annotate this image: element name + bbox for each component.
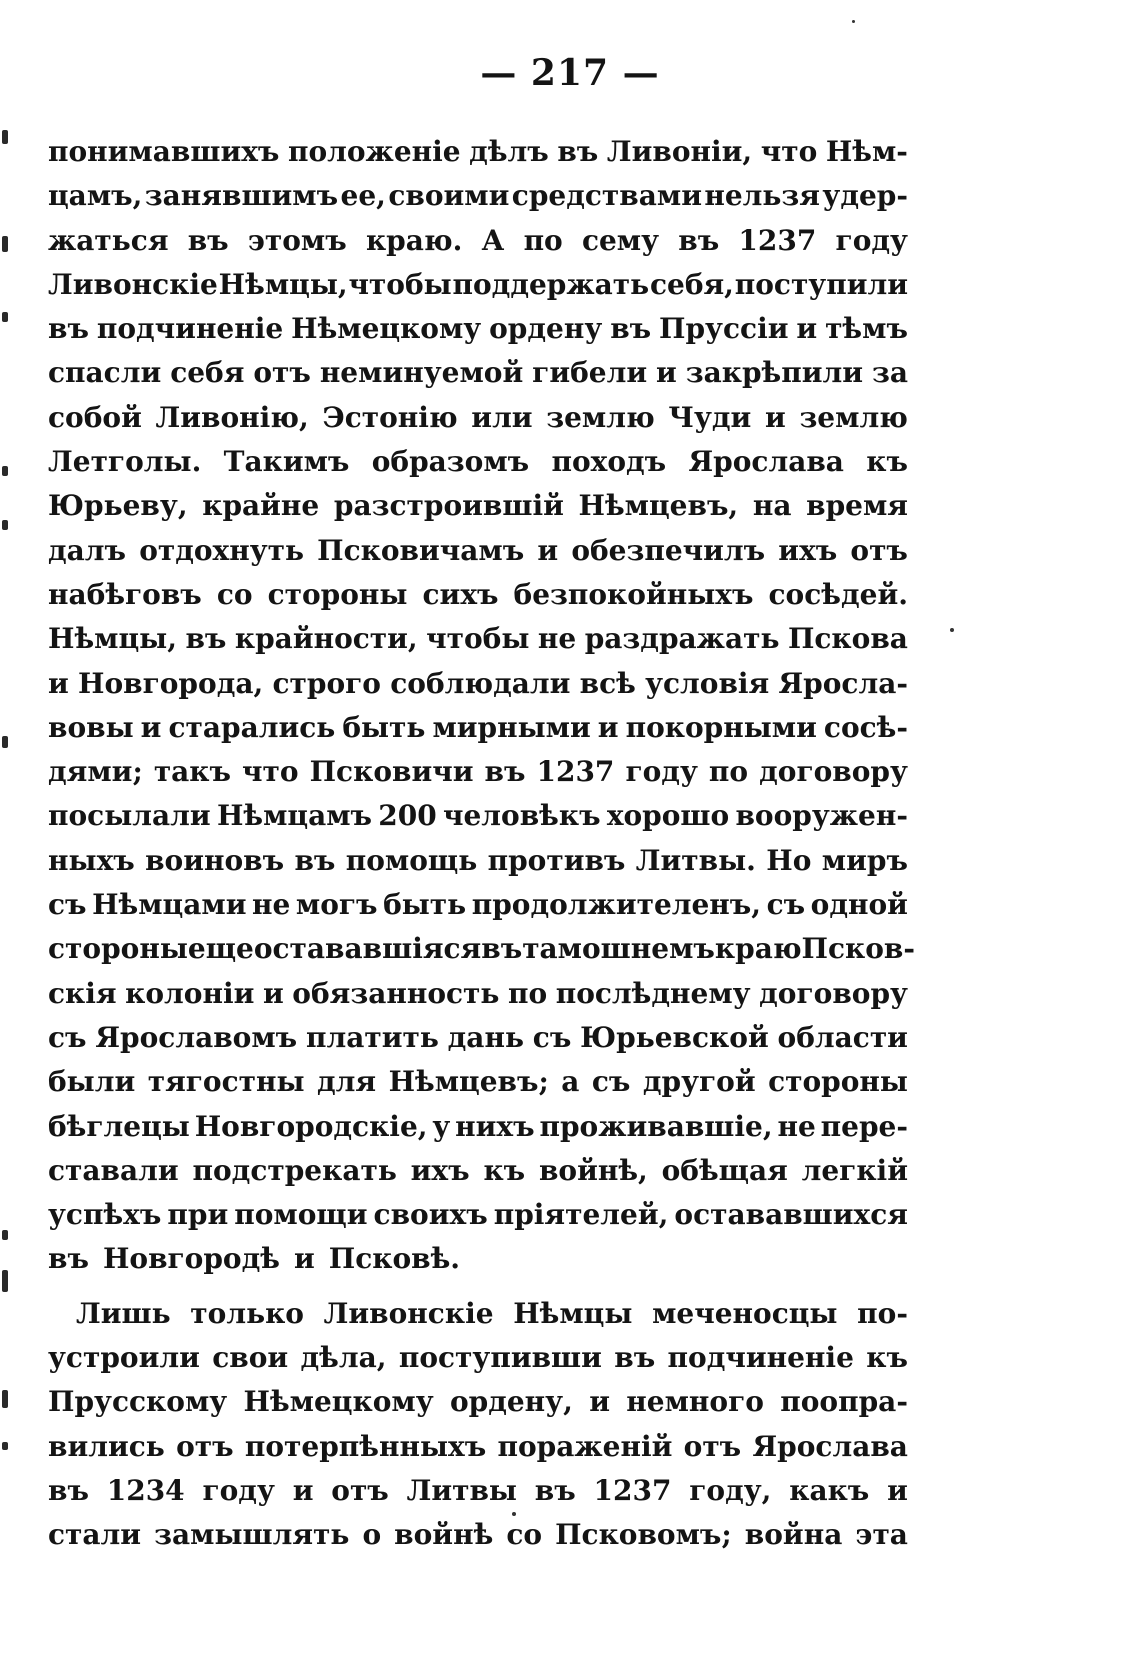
word: бѣглецы bbox=[48, 1109, 190, 1143]
word: и bbox=[597, 710, 619, 744]
word: отдохнуть bbox=[139, 533, 305, 567]
word: 1237 bbox=[536, 755, 615, 789]
word: тягостны bbox=[147, 1065, 305, 1099]
word: со bbox=[216, 577, 253, 611]
word: остававшiяся bbox=[253, 932, 482, 966]
word: съ bbox=[766, 888, 806, 922]
word: Эстонiю bbox=[322, 400, 458, 434]
margin-mark bbox=[2, 466, 8, 476]
word: жаться bbox=[48, 223, 169, 257]
word: въ bbox=[484, 755, 526, 789]
word: легкiй bbox=[801, 1153, 908, 1187]
text-line bbox=[48, 1016, 908, 1060]
word: и bbox=[796, 312, 818, 346]
word: человѣкъ bbox=[442, 799, 601, 833]
word: на bbox=[752, 489, 792, 523]
text-line bbox=[48, 1469, 908, 1513]
word: вооружен- bbox=[735, 799, 908, 833]
word: а bbox=[561, 1065, 580, 1099]
word: Нѣмцы, bbox=[218, 267, 348, 301]
text-line bbox=[48, 1060, 908, 1104]
word: помощи bbox=[234, 1198, 368, 1232]
word: Литвы. bbox=[635, 843, 756, 877]
word: стороны bbox=[48, 932, 188, 966]
text-line bbox=[48, 1105, 908, 1149]
word: сихъ bbox=[422, 577, 499, 611]
word: и bbox=[589, 1385, 610, 1419]
text-line bbox=[48, 706, 908, 750]
word: обезпечилъ bbox=[571, 533, 766, 567]
word: поддержать bbox=[452, 267, 650, 301]
word: и bbox=[656, 356, 677, 390]
word: собой bbox=[48, 400, 142, 434]
word: съ bbox=[591, 1065, 631, 1099]
word: и bbox=[293, 1242, 315, 1276]
word: Пскова bbox=[787, 622, 908, 656]
word: Нѣмцевъ, bbox=[578, 489, 739, 523]
word: другой bbox=[642, 1065, 756, 1099]
word: году bbox=[835, 223, 908, 257]
word: продолжителенъ, bbox=[471, 888, 762, 922]
word: цамъ, bbox=[48, 179, 143, 213]
word: А bbox=[481, 223, 505, 257]
text-line bbox=[48, 1425, 908, 1469]
word: году bbox=[625, 755, 698, 789]
word: могъ bbox=[295, 888, 378, 922]
word: Новгородѣ bbox=[102, 1242, 280, 1276]
word: поступили bbox=[734, 267, 908, 301]
word: пораженiй bbox=[497, 1429, 673, 1463]
word: успѣхъ bbox=[48, 1198, 162, 1232]
text-line bbox=[48, 972, 908, 1016]
word: у bbox=[432, 1109, 451, 1143]
word: устроили bbox=[48, 1341, 200, 1375]
word: ихъ bbox=[410, 1153, 470, 1187]
word: пере- bbox=[820, 1109, 908, 1143]
word: крайности, bbox=[234, 622, 418, 656]
margin-mark bbox=[2, 1270, 8, 1292]
text-line bbox=[48, 794, 908, 838]
margin-mark bbox=[2, 312, 8, 322]
word: были bbox=[48, 1065, 136, 1099]
word: ордену, bbox=[449, 1385, 573, 1419]
word: Такимъ bbox=[223, 445, 350, 479]
word: дѣлъ bbox=[469, 135, 549, 168]
word: только bbox=[190, 1296, 304, 1330]
word: мирными bbox=[432, 710, 591, 744]
word: Псковомъ; bbox=[555, 1518, 732, 1552]
word: дѣла, bbox=[300, 1341, 387, 1375]
text-line bbox=[48, 1380, 908, 1424]
word: въ bbox=[187, 223, 229, 257]
word: Чуди bbox=[668, 400, 752, 434]
word: 1237 bbox=[738, 223, 817, 257]
text-line bbox=[48, 484, 908, 528]
word: въ bbox=[678, 223, 720, 257]
word: войнѣ bbox=[394, 1518, 494, 1552]
word: Ярослава bbox=[752, 1429, 908, 1463]
word: 200 bbox=[378, 799, 437, 833]
word: Псков- bbox=[801, 932, 916, 966]
print-speck bbox=[852, 20, 855, 23]
word: по- bbox=[857, 1296, 908, 1330]
text-line bbox=[48, 396, 908, 440]
word: миръ bbox=[821, 843, 908, 877]
word: и bbox=[887, 1473, 908, 1507]
word: дями; bbox=[48, 755, 143, 789]
word: быть bbox=[383, 888, 467, 922]
word: отъ bbox=[331, 1473, 389, 1507]
word: проживавшiе, bbox=[539, 1109, 773, 1143]
word: Новгорода, bbox=[78, 666, 264, 700]
word: въ bbox=[48, 312, 89, 346]
word: году bbox=[202, 1473, 275, 1507]
word: дань bbox=[447, 1020, 524, 1054]
word: еще bbox=[187, 932, 254, 966]
word: помощь bbox=[345, 843, 478, 877]
word: тамошнемъ bbox=[522, 932, 715, 966]
word: не bbox=[252, 888, 291, 922]
word: далъ bbox=[48, 533, 127, 567]
word: удер- bbox=[822, 179, 908, 213]
word: и bbox=[262, 976, 284, 1010]
word: покорными bbox=[625, 710, 817, 744]
word: землю bbox=[546, 400, 655, 434]
word: съ bbox=[48, 1020, 87, 1054]
word: Псковѣ. bbox=[328, 1242, 461, 1276]
word: Нѣмцамъ bbox=[216, 799, 373, 833]
text-line bbox=[48, 617, 908, 661]
margin-mark bbox=[2, 520, 8, 530]
word: набѣговъ bbox=[48, 577, 202, 611]
paragraph-break bbox=[48, 1282, 908, 1292]
word: походъ bbox=[551, 445, 667, 479]
word: эта bbox=[855, 1518, 908, 1552]
word: отъ bbox=[176, 1429, 234, 1463]
word: отъ bbox=[683, 1429, 742, 1463]
word: для bbox=[317, 1065, 377, 1099]
word: съ bbox=[532, 1020, 572, 1054]
word: меченосцы bbox=[652, 1296, 838, 1330]
word: договору bbox=[759, 755, 908, 789]
word: немного bbox=[626, 1385, 764, 1419]
text-line bbox=[48, 750, 908, 794]
word: и bbox=[764, 400, 786, 434]
word: войнѣ, bbox=[538, 1153, 648, 1187]
word: къ bbox=[866, 445, 908, 479]
word: понимавшихъ bbox=[48, 135, 280, 168]
word: со bbox=[506, 1518, 543, 1552]
word: чтобы bbox=[348, 267, 452, 301]
print-speck bbox=[512, 1512, 516, 1516]
word: сосѣ- bbox=[823, 710, 908, 744]
word: себя, bbox=[649, 267, 734, 301]
word: стали bbox=[48, 1518, 142, 1552]
word: и bbox=[537, 533, 559, 567]
word: въ bbox=[614, 1341, 656, 1375]
word: свои bbox=[212, 1341, 289, 1375]
word: Нѣмцевъ; bbox=[388, 1065, 549, 1099]
word: подчиненiе bbox=[96, 312, 284, 346]
word: Юрьеву, bbox=[48, 489, 188, 523]
word: какъ bbox=[789, 1473, 870, 1507]
word: прiятелей, bbox=[493, 1198, 669, 1232]
word: вились bbox=[48, 1429, 165, 1463]
text-line bbox=[48, 130, 908, 174]
word: въ bbox=[610, 312, 652, 346]
word: Нѣмцы, bbox=[48, 622, 177, 656]
word: строго bbox=[272, 666, 381, 700]
word: году, bbox=[689, 1473, 772, 1507]
word: Нѣмецкому bbox=[291, 312, 482, 346]
margin-mark bbox=[2, 1390, 8, 1408]
word: Ярославомъ bbox=[95, 1020, 298, 1054]
word: Ливонскiе bbox=[48, 267, 218, 301]
word: условiя bbox=[645, 666, 770, 700]
body-text bbox=[48, 130, 916, 1558]
word: тѣмъ bbox=[825, 312, 908, 346]
word: безпокойныхъ bbox=[513, 577, 754, 611]
word: своими bbox=[388, 179, 510, 213]
word: стороны bbox=[267, 577, 408, 611]
word: замышлять bbox=[154, 1518, 350, 1552]
word: 1234 bbox=[106, 1473, 185, 1507]
text-line bbox=[48, 839, 908, 883]
word: противъ bbox=[487, 843, 626, 877]
word: послѣднему bbox=[555, 976, 751, 1010]
word: закрѣпили bbox=[685, 356, 864, 390]
word: остававшихся bbox=[674, 1198, 908, 1232]
word: соблюдали bbox=[390, 666, 571, 700]
word: за bbox=[871, 356, 908, 390]
word: неминуемой bbox=[319, 356, 524, 390]
word: по bbox=[708, 755, 749, 789]
word: нельзя bbox=[704, 179, 820, 213]
word: стороны bbox=[768, 1065, 908, 1099]
word: Нѣмецкому bbox=[243, 1385, 434, 1419]
word: Яросла- bbox=[778, 666, 908, 700]
word: о bbox=[362, 1518, 382, 1552]
word: при bbox=[167, 1198, 229, 1232]
text-line bbox=[48, 927, 916, 971]
word: съ bbox=[48, 888, 87, 922]
word: положенiе bbox=[287, 135, 461, 168]
word: ныхъ bbox=[48, 843, 135, 877]
word: Литвы bbox=[406, 1473, 517, 1507]
word: Ливонiи, bbox=[606, 135, 753, 168]
word: и bbox=[292, 1473, 314, 1507]
word: Ливонскiе bbox=[323, 1296, 494, 1330]
word: потерпѣнныхъ bbox=[244, 1429, 487, 1463]
text-line bbox=[48, 1292, 908, 1336]
word: и bbox=[48, 666, 69, 700]
word: по bbox=[507, 976, 548, 1010]
word: подстрекать bbox=[192, 1153, 397, 1187]
word: всѣ bbox=[579, 666, 636, 700]
word: спасли bbox=[48, 356, 162, 390]
word: Пруссiи bbox=[659, 312, 789, 346]
word: 1237 bbox=[593, 1473, 672, 1507]
word: краю. bbox=[365, 223, 463, 257]
word: въ bbox=[185, 622, 227, 656]
word: сосѣдей. bbox=[768, 577, 908, 611]
word: и bbox=[140, 710, 162, 744]
word: Ливонiю, bbox=[155, 400, 309, 434]
word: ордену bbox=[489, 312, 603, 346]
word: Лишь bbox=[76, 1296, 171, 1330]
word: ставали bbox=[48, 1153, 179, 1187]
word: обязанность bbox=[292, 976, 500, 1010]
word: что bbox=[242, 755, 299, 789]
word: по bbox=[523, 223, 563, 257]
text-line bbox=[48, 174, 908, 218]
word: себя bbox=[170, 356, 245, 390]
print-speck bbox=[950, 628, 954, 632]
word: землю bbox=[799, 400, 908, 434]
text-line bbox=[48, 662, 908, 706]
margin-mark bbox=[2, 236, 8, 252]
word: скiя bbox=[48, 976, 117, 1010]
word: Новгородскiе, bbox=[194, 1109, 428, 1143]
word: время bbox=[806, 489, 908, 523]
text-line bbox=[48, 883, 908, 927]
word: раздражать bbox=[584, 622, 780, 656]
word: въ bbox=[534, 1473, 576, 1507]
word: крайне bbox=[202, 489, 320, 523]
text-line bbox=[48, 440, 908, 484]
word: воиновъ bbox=[145, 843, 285, 877]
word: образомъ bbox=[371, 445, 530, 479]
word: Нѣмцами bbox=[92, 888, 247, 922]
word: не bbox=[777, 1109, 816, 1143]
word: или bbox=[471, 400, 533, 434]
margin-mark bbox=[2, 1230, 8, 1240]
text-line bbox=[48, 1513, 908, 1557]
word: краю bbox=[714, 932, 802, 966]
word: платить bbox=[305, 1020, 439, 1054]
text-line bbox=[48, 1237, 908, 1281]
margin-mark bbox=[2, 736, 8, 748]
word: посылали bbox=[48, 799, 211, 833]
word: Юрьевской bbox=[580, 1020, 769, 1054]
word: подчиненiе bbox=[667, 1341, 854, 1375]
text-line bbox=[48, 219, 908, 263]
margin-mark bbox=[2, 130, 8, 144]
word: быть bbox=[342, 710, 426, 744]
word: отъ bbox=[253, 356, 311, 390]
word: въ bbox=[48, 1473, 89, 1507]
text-line bbox=[48, 351, 908, 395]
word: разстроившiй bbox=[333, 489, 564, 523]
word: хорошо bbox=[606, 799, 730, 833]
word: такъ bbox=[153, 755, 232, 789]
word: Прусскому bbox=[48, 1385, 228, 1419]
word: война bbox=[744, 1518, 843, 1552]
word: къ bbox=[866, 1341, 908, 1375]
word: области bbox=[777, 1020, 908, 1054]
word: договору bbox=[759, 976, 908, 1010]
word: ихъ bbox=[778, 533, 838, 567]
word: что bbox=[760, 135, 818, 168]
text-line bbox=[48, 1193, 908, 1237]
word: ее, bbox=[340, 179, 386, 213]
word: Ярослава bbox=[688, 445, 844, 479]
word: сему bbox=[581, 223, 660, 257]
text-line bbox=[48, 307, 908, 351]
word: гибели bbox=[532, 356, 648, 390]
word: Нѣмцы bbox=[513, 1296, 633, 1330]
word: средствами bbox=[511, 179, 702, 213]
word: колонiи bbox=[125, 976, 255, 1010]
word: Летголы. bbox=[48, 445, 202, 479]
word: Псковичи bbox=[309, 755, 474, 789]
word: старались bbox=[168, 710, 336, 744]
text-line bbox=[48, 529, 908, 573]
word: въ bbox=[48, 1242, 89, 1276]
word: чтобы bbox=[426, 622, 530, 656]
word: занявшимъ bbox=[144, 179, 339, 213]
text-line bbox=[48, 263, 908, 307]
margin-mark bbox=[2, 1442, 8, 1450]
text-line bbox=[48, 1149, 908, 1193]
word: этомъ bbox=[247, 223, 347, 257]
word: вовы bbox=[48, 710, 134, 744]
page-number: — 217 — bbox=[480, 52, 660, 94]
word: поступивши bbox=[398, 1341, 602, 1375]
word: въ bbox=[294, 843, 336, 877]
word: отъ bbox=[850, 533, 908, 567]
text-line bbox=[48, 1336, 908, 1380]
word: не bbox=[537, 622, 577, 656]
word: въ bbox=[481, 932, 523, 966]
word: въ bbox=[557, 135, 599, 168]
word: своихъ bbox=[373, 1198, 488, 1232]
word: Но bbox=[766, 843, 812, 877]
text-line bbox=[48, 573, 908, 617]
word: одной bbox=[810, 888, 908, 922]
word: Нѣм- bbox=[825, 135, 908, 168]
word: къ bbox=[483, 1153, 526, 1187]
word: Псковичамъ bbox=[317, 533, 525, 567]
word: нихъ bbox=[455, 1109, 535, 1143]
word: обѣщая bbox=[661, 1153, 788, 1187]
word: поопра- bbox=[780, 1385, 908, 1419]
